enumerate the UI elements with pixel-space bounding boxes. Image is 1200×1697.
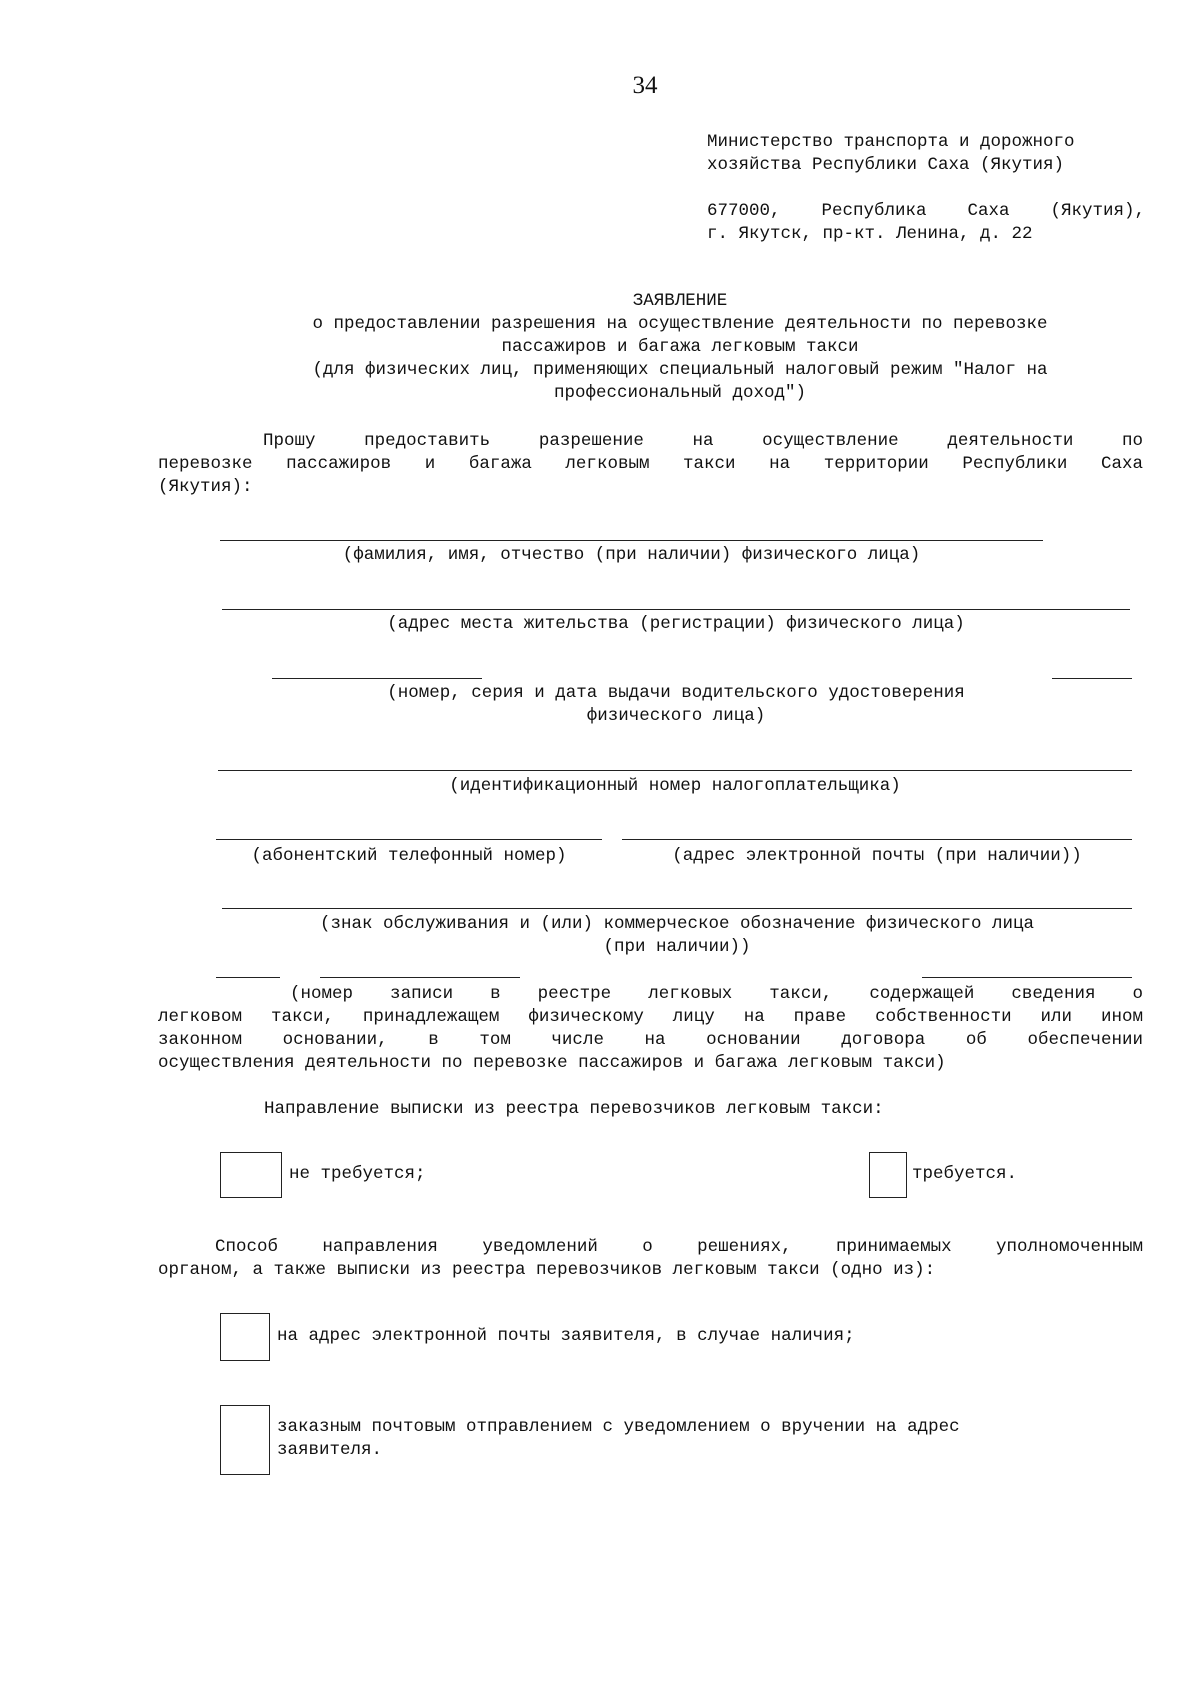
registry-input-line-right[interactable] [922, 977, 1132, 978]
recipient-name-line1: Министерство транспорта и дорожного [707, 132, 1075, 152]
extract-required-label: требуется. [912, 1164, 1018, 1184]
service-mark-caption-line2: (при наличии)) [603, 937, 751, 957]
full-name-input-line[interactable] [220, 540, 1043, 541]
notify-post-checkbox[interactable] [220, 1405, 270, 1475]
request-line2: перевозке пассажиров и багажа легковым такси на территории Республики Саха [158, 454, 1143, 474]
extract-not-required-checkbox[interactable] [220, 1152, 282, 1198]
request-paragraph [158, 430, 1143, 499]
notify-post-label-line1: заказным почтовым отправлением с уведомлением о вручении на адрес [277, 1417, 960, 1437]
registry-caption-line2: легковом такси, принадлежащем физическому лицу на праве собственности или ином [158, 1007, 1143, 1027]
license-caption [222, 682, 1130, 728]
recipient-address-line2: г. Якутск, пр-кт. Ленина, д. 22 [707, 224, 1033, 244]
registry-caption-line3: законном основании, в том числе на основании договора об обеспечении [158, 1030, 1143, 1050]
notification-paragraph [158, 1236, 1143, 1282]
license-input-line-right[interactable] [1052, 678, 1132, 679]
address-input-line[interactable] [222, 609, 1130, 610]
full-name-caption: (фамилия, имя, отчество (при наличии) физического лица) [342, 545, 921, 565]
registry-caption [158, 983, 1143, 1075]
inn-input-line[interactable] [218, 770, 1132, 771]
notify-post-label [277, 1416, 960, 1462]
registry-input-line-mid[interactable] [320, 977, 520, 978]
license-input-line-left[interactable] [272, 678, 482, 679]
phone-input-line[interactable] [216, 839, 602, 840]
extract-not-required-label: не требуется; [289, 1164, 426, 1184]
recipient-block [707, 131, 1145, 246]
extract-required-checkbox[interactable] [869, 1152, 907, 1198]
extract-heading: Направление выписки из реестра перевозчиков легковым такси: [264, 1099, 884, 1119]
recipient-name-line2: хозяйства Республики Саха (Якутия) [707, 155, 1065, 175]
address-caption: (адрес места жительства (регистрации) физического лица) [387, 614, 965, 634]
notification-line2: органом, а также выписки из реестра перевозчиков легковым такси (одно из): [158, 1260, 936, 1280]
service-mark-input-line[interactable] [222, 908, 1132, 909]
license-caption-line2: физического лица) [586, 706, 766, 726]
service-mark-caption-line1: (знак обслуживания и (или) коммерческое обозначение физического лица [319, 914, 1035, 934]
application-title [160, 290, 1200, 405]
title-line1: о предоставлении разрешения на осуществление деятельности по перевозке [312, 314, 1048, 334]
phone-caption: (абонентский телефонный номер) [251, 846, 567, 866]
inn-caption: (идентификационный номер налогоплательщика) [449, 776, 901, 796]
notify-post-label-line2: заявителя. [277, 1440, 383, 1460]
title-line3: (для физических лиц, применяющих специальный налоговый режим "Налог на [312, 360, 1048, 380]
title-line4: профессиональный доход") [553, 383, 807, 403]
email-input-line[interactable] [622, 839, 1132, 840]
registry-caption-line1: (номер записи в реестре легковых такси, содержащей сведения о [290, 984, 1143, 1004]
request-line3: (Якутия): [158, 477, 253, 497]
notify-email-checkbox[interactable] [220, 1313, 270, 1361]
registry-input-line-left[interactable] [216, 977, 280, 978]
title-line2: пассажиров и багажа легковым такси [501, 337, 859, 357]
service-mark-caption [222, 913, 1132, 959]
notify-email-label: на адрес электронной почты заявителя, в случае наличия; [277, 1326, 855, 1346]
request-line1: Прошу предоставить разрешение на осуществление деятельности по [263, 431, 1143, 451]
notification-line1: Способ направления уведомлений о решениях, принимаемых уполномоченным [215, 1237, 1143, 1257]
license-caption-line1: (номер, серия и дата выдачи водительского удостоверения [387, 683, 965, 703]
recipient-address-line1: 677000, Республика Саха (Якутия), [707, 201, 1145, 221]
page-number: 34 [632, 72, 658, 99]
registry-caption-line4: осуществления деятельности по перевозке пассажиров и багажа легковым такси) [158, 1053, 946, 1073]
title-heading: ЗАЯВЛЕНИЕ [632, 291, 728, 311]
email-caption: (адрес электронной почты (при наличии)) [672, 846, 1082, 866]
